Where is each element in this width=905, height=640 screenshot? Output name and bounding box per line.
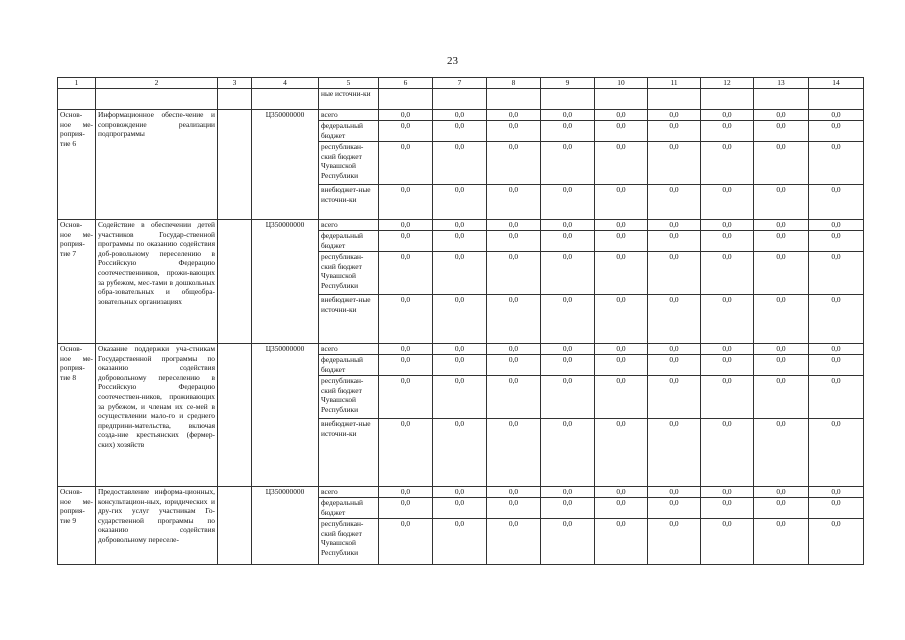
activity-type: Основ-ное ме-роприя-тие 7: [58, 220, 96, 344]
amount-cell: 0,0: [433, 295, 487, 344]
column-number: 11: [648, 78, 701, 89]
table-row: [58, 110, 864, 121]
amount-cell: 0,0: [595, 231, 648, 252]
amount-cell: 0,0: [754, 295, 809, 344]
column-number: 8: [487, 78, 541, 89]
amount-cell: 0,0: [809, 519, 864, 565]
amount-cell: 0,0: [809, 295, 864, 344]
amount-cell: 0,0: [487, 295, 541, 344]
amount-cell: 0,0: [648, 498, 701, 519]
activity-type: Основ-ное ме-роприя-тие 6: [58, 110, 96, 220]
amount-cell: 0,0: [433, 487, 487, 498]
amount-cell: [433, 89, 487, 110]
amount-cell: 0,0: [809, 419, 864, 487]
amount-cell: 0,0: [379, 344, 433, 355]
amount-cell: [701, 89, 754, 110]
amount-cell: 0,0: [754, 142, 809, 185]
column-number: 9: [541, 78, 595, 89]
amount-cell: 0,0: [541, 231, 595, 252]
amount-cell: 0,0: [541, 185, 595, 220]
amount-cell: 0,0: [433, 252, 487, 295]
amount-cell: 0,0: [595, 185, 648, 220]
amount-cell: 0,0: [595, 110, 648, 121]
amount-cell: 0,0: [701, 498, 754, 519]
funding-source: внебюджет-ные источни-ки: [319, 185, 379, 220]
funding-source: республикан-ский бюджет Чувашской Республики: [319, 252, 379, 295]
amount-cell: 0,0: [754, 110, 809, 121]
amount-cell: 0,0: [379, 295, 433, 344]
amount-cell: 0,0: [754, 121, 809, 142]
amount-cell: 0,0: [433, 110, 487, 121]
amount-cell: 0,0: [648, 252, 701, 295]
amount-cell: 0,0: [433, 185, 487, 220]
amount-cell: 0,0: [809, 344, 864, 355]
budget-code: Ц350000000: [252, 220, 319, 344]
amount-cell: 0,0: [487, 355, 541, 376]
funding-source: федеральный бюджет: [319, 231, 379, 252]
amount-cell: 0,0: [754, 220, 809, 231]
amount-cell: 0,0: [809, 185, 864, 220]
empty-cell: [96, 89, 218, 110]
amount-cell: 0,0: [487, 419, 541, 487]
table-body: [58, 89, 864, 565]
amount-cell: 0,0: [541, 355, 595, 376]
amount-cell: 0,0: [809, 231, 864, 252]
amount-cell: 0,0: [379, 376, 433, 419]
amount-cell: 0,0: [809, 142, 864, 185]
amount-cell: 0,0: [648, 376, 701, 419]
amount-cell: 0,0: [595, 355, 648, 376]
amount-cell: 0,0: [595, 344, 648, 355]
column-number: 6: [379, 78, 433, 89]
budget-table: [57, 77, 864, 565]
page-number: 23: [447, 55, 458, 67]
amount-cell: 0,0: [754, 355, 809, 376]
amount-cell: 0,0: [754, 487, 809, 498]
amount-cell: 0,0: [487, 519, 541, 565]
amount-cell: 0,0: [648, 355, 701, 376]
amount-cell: 0,0: [754, 344, 809, 355]
funding-source: всего: [319, 344, 379, 355]
amount-cell: 0,0: [648, 344, 701, 355]
amount-cell: 0,0: [541, 121, 595, 142]
amount-cell: 0,0: [754, 252, 809, 295]
amount-cell: 0,0: [595, 487, 648, 498]
amount-cell: 0,0: [379, 519, 433, 565]
amount-cell: 0,0: [701, 220, 754, 231]
column-number-row: [58, 78, 864, 89]
amount-cell: 0,0: [754, 185, 809, 220]
amount-cell: 0,0: [648, 295, 701, 344]
amount-cell: 0,0: [701, 519, 754, 565]
amount-cell: 0,0: [809, 487, 864, 498]
column-number: 10: [595, 78, 648, 89]
amount-cell: 0,0: [754, 419, 809, 487]
amount-cell: 0,0: [701, 295, 754, 344]
amount-cell: 0,0: [595, 376, 648, 419]
funding-source: ные источни-ки: [319, 89, 379, 110]
column-number: 13: [754, 78, 809, 89]
amount-cell: 0,0: [487, 220, 541, 231]
amount-cell: 0,0: [541, 498, 595, 519]
amount-cell: 0,0: [648, 185, 701, 220]
amount-cell: 0,0: [648, 519, 701, 565]
amount-cell: 0,0: [433, 121, 487, 142]
amount-cell: 0,0: [379, 419, 433, 487]
amount-cell: 0,0: [433, 498, 487, 519]
amount-cell: 0,0: [379, 220, 433, 231]
amount-cell: 0,0: [595, 121, 648, 142]
amount-cell: 0,0: [379, 487, 433, 498]
amount-cell: 0,0: [809, 121, 864, 142]
funding-source: федеральный бюджет: [319, 121, 379, 142]
amount-cell: 0,0: [433, 376, 487, 419]
amount-cell: 0,0: [648, 142, 701, 185]
amount-cell: 0,0: [379, 355, 433, 376]
empty-cell: [218, 89, 252, 110]
empty-cell: [218, 110, 252, 220]
amount-cell: 0,0: [648, 419, 701, 487]
amount-cell: [648, 89, 701, 110]
empty-cell: [58, 89, 96, 110]
funding-source: республикан-ский бюджет Чувашской Республики: [319, 142, 379, 185]
amount-cell: 0,0: [701, 376, 754, 419]
amount-cell: 0,0: [379, 185, 433, 220]
amount-cell: 0,0: [648, 110, 701, 121]
amount-cell: [541, 89, 595, 110]
amount-cell: [595, 89, 648, 110]
amount-cell: 0,0: [809, 376, 864, 419]
column-number: 3: [218, 78, 252, 89]
amount-cell: 0,0: [541, 519, 595, 565]
funding-source: всего: [319, 110, 379, 121]
amount-cell: 0,0: [595, 519, 648, 565]
amount-cell: 0,0: [379, 142, 433, 185]
amount-cell: 0,0: [701, 487, 754, 498]
activity-type: Основ-ное ме-роприя-тие 9: [58, 487, 96, 565]
amount-cell: 0,0: [701, 121, 754, 142]
amount-cell: 0,0: [541, 252, 595, 295]
amount-cell: 0,0: [809, 498, 864, 519]
amount-cell: 0,0: [809, 355, 864, 376]
amount-cell: 0,0: [433, 519, 487, 565]
amount-cell: 0,0: [648, 231, 701, 252]
amount-cell: 0,0: [701, 231, 754, 252]
amount-cell: 0,0: [379, 121, 433, 142]
amount-cell: 0,0: [754, 519, 809, 565]
amount-cell: 0,0: [487, 110, 541, 121]
amount-cell: 0,0: [541, 142, 595, 185]
amount-cell: 0,0: [541, 295, 595, 344]
amount-cell: 0,0: [701, 344, 754, 355]
amount-cell: 0,0: [754, 498, 809, 519]
budget-code: Ц350000000: [252, 487, 319, 565]
amount-cell: 0,0: [433, 220, 487, 231]
amount-cell: 0,0: [595, 252, 648, 295]
amount-cell: 0,0: [809, 220, 864, 231]
amount-cell: 0,0: [433, 355, 487, 376]
amount-cell: 0,0: [433, 344, 487, 355]
funding-source: республикан-ский бюджет Чувашской Республики: [319, 376, 379, 419]
column-number: 2: [96, 78, 218, 89]
amount-cell: 0,0: [595, 498, 648, 519]
amount-cell: 0,0: [541, 110, 595, 121]
amount-cell: 0,0: [487, 376, 541, 419]
amount-cell: 0,0: [541, 220, 595, 231]
budget-code: Ц350000000: [252, 344, 319, 487]
activity-type: Основ-ное ме-роприя-тие 8: [58, 344, 96, 487]
amount-cell: [754, 89, 809, 110]
amount-cell: 0,0: [379, 110, 433, 121]
activity-name: Содействие в обеспечении детей участников Государ-ственной программы по оказанию содействия доб-ровольному переселению в Российскую Федерацию соотечественников, прожи-вающих за рубежом, мес-тами в дошкольных обра-зовательных и общеобра-зовательных организациях: [96, 220, 218, 344]
column-number: 7: [433, 78, 487, 89]
amount-cell: [809, 89, 864, 110]
amount-cell: 0,0: [809, 252, 864, 295]
amount-cell: 0,0: [754, 231, 809, 252]
column-number: 1: [58, 78, 96, 89]
amount-cell: 0,0: [648, 121, 701, 142]
funding-source: внебюджет-ные источни-ки: [319, 295, 379, 344]
amount-cell: 0,0: [379, 231, 433, 252]
amount-cell: 0,0: [379, 498, 433, 519]
activity-name: Предоставление информа-ционных, консультацион-ных, юридических и дру-гих услуг участникам Го-сударственной программы по оказанию содействия добровольному переселе-: [96, 487, 218, 565]
amount-cell: 0,0: [701, 110, 754, 121]
funding-source: всего: [319, 220, 379, 231]
amount-cell: 0,0: [487, 344, 541, 355]
column-number: 5: [319, 78, 379, 89]
empty-cell: [252, 89, 319, 110]
amount-cell: 0,0: [487, 121, 541, 142]
amount-cell: 0,0: [487, 252, 541, 295]
amount-cell: 0,0: [595, 419, 648, 487]
funding-source: республикан-ский бюджет Чувашской Республики: [319, 519, 379, 565]
amount-cell: 0,0: [487, 142, 541, 185]
column-number: 4: [252, 78, 319, 89]
table-row: [58, 487, 864, 498]
amount-cell: 0,0: [433, 419, 487, 487]
amount-cell: 0,0: [701, 185, 754, 220]
amount-cell: 0,0: [541, 376, 595, 419]
amount-cell: 0,0: [648, 220, 701, 231]
table-row: [58, 344, 864, 355]
amount-cell: 0,0: [595, 142, 648, 185]
activity-name: Оказание поддержки уча-стникам Государственной программы по оказанию содействия добровольному переселению в Российскую Федерацию соотечествен-ников, проживающих за рубежом, и членам их се-мей в осуществлении мало-го и среднего предприни-мательства, включая созда-ние крестьянских (фермер-ских) хозяйств: [96, 344, 218, 487]
amount-cell: 0,0: [809, 110, 864, 121]
amount-cell: 0,0: [701, 419, 754, 487]
amount-cell: 0,0: [754, 376, 809, 419]
empty-cell: [218, 220, 252, 344]
amount-cell: 0,0: [541, 487, 595, 498]
amount-cell: [379, 89, 433, 110]
amount-cell: 0,0: [433, 231, 487, 252]
table-row: [58, 220, 864, 231]
amount-cell: [487, 89, 541, 110]
amount-cell: 0,0: [648, 487, 701, 498]
amount-cell: 0,0: [701, 355, 754, 376]
amount-cell: 0,0: [433, 142, 487, 185]
funding-source: внебюджет-ные источни-ки: [319, 419, 379, 487]
amount-cell: 0,0: [701, 252, 754, 295]
amount-cell: 0,0: [487, 231, 541, 252]
amount-cell: 0,0: [541, 419, 595, 487]
continuation-row: [58, 89, 864, 110]
amount-cell: 0,0: [487, 487, 541, 498]
column-number: 12: [701, 78, 754, 89]
column-number: 14: [809, 78, 864, 89]
funding-source: всего: [319, 487, 379, 498]
empty-cell: [218, 487, 252, 565]
amount-cell: 0,0: [595, 295, 648, 344]
funding-source: федеральный бюджет: [319, 498, 379, 519]
amount-cell: 0,0: [379, 252, 433, 295]
empty-cell: [218, 344, 252, 487]
budget-code: Ц350000000: [252, 110, 319, 220]
amount-cell: 0,0: [541, 344, 595, 355]
amount-cell: 0,0: [487, 185, 541, 220]
amount-cell: 0,0: [487, 498, 541, 519]
activity-name: Информационное обеспе-чение и сопровождение реализации подпрограммы: [96, 110, 218, 220]
amount-cell: 0,0: [701, 142, 754, 185]
funding-source: федеральный бюджет: [319, 355, 379, 376]
amount-cell: 0,0: [595, 220, 648, 231]
